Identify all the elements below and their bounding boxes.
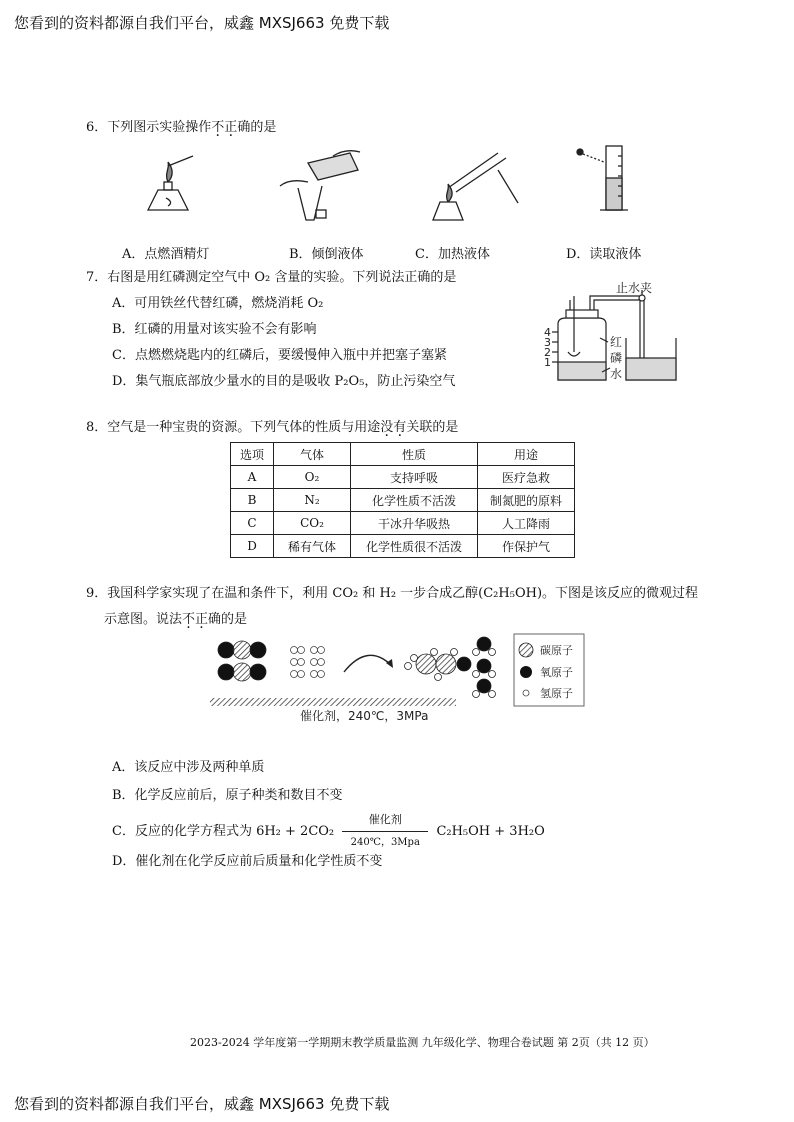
catalyst-above: 催化剂 [368, 812, 402, 826]
cell-gas: CO₂ [274, 512, 351, 535]
equation-rhs: C₂H₅OH + 3H₂O [436, 824, 545, 839]
q6-option-d[interactable]: D．读取液体 [566, 247, 642, 262]
cell-gas: O₂ [274, 466, 351, 489]
q6-option-c[interactable]: C．加热液体 [415, 247, 490, 262]
cell-use: 医疗急救 [478, 466, 575, 489]
q9-option-c[interactable] [112, 812, 545, 848]
top-banner: 您看到的资料都源自我们平台，威鑫 MXSJ663 免费下载 [14, 14, 390, 32]
scale-label-4: 4 [544, 326, 551, 339]
table-row[interactable] [231, 489, 575, 512]
reaction-micro-diagram [208, 630, 588, 724]
equation-line [342, 831, 428, 832]
legend-carbon: 碳原子 [540, 644, 573, 657]
cell-option: D [231, 535, 274, 558]
cell-property: 化学性质很不活泼 [351, 535, 478, 558]
reading-cylinder-figure [572, 142, 632, 220]
carbon-legend-icon [519, 643, 533, 657]
bottom-banner: 您看到的资料都源自我们平台，威鑫 MXSJ663 免费下载 [14, 1095, 390, 1113]
q6-option-b[interactable]: B．倾倒液体 [289, 247, 364, 262]
q6-emphasis-1: 不 [211, 120, 225, 135]
q8-stem-part-b: 关联的是 [406, 420, 459, 435]
table-row[interactable] [231, 535, 575, 558]
q9-stem-part-b: 确的是 [208, 612, 248, 627]
q9-stem-part-a: 示意图。说法 [104, 612, 183, 627]
cell-property: 化学性质不活泼 [351, 489, 478, 512]
q6-figures [138, 148, 558, 233]
q9-emphasis-1: 不 [182, 612, 196, 627]
legend-hydrogen: 氢原子 [540, 687, 573, 700]
reaction-arrow [344, 655, 392, 672]
cell-option: C [231, 512, 274, 535]
arrow-head [386, 659, 393, 668]
q9-emphasis-2: 正 [195, 612, 209, 627]
cell-property: 干冰升华吸热 [351, 512, 478, 535]
ethanol-molecule [405, 649, 472, 681]
q7-option-c[interactable]: C．点燃燃烧匙内的红磷后，要缓慢伸入瓶中并把塞子塞紧 [112, 348, 447, 363]
reaction-condition: 催化剂，240℃，3MPa [300, 709, 429, 723]
cell-use: 人工降雨 [478, 512, 575, 535]
red-phosphorus-apparatus [544, 280, 694, 390]
clamp-label: 止水夹 [616, 281, 653, 295]
q7-option-b[interactable]: B．红磷的用量对该实验不会有影响 [112, 322, 317, 337]
question-8-stem [86, 416, 458, 435]
header-option: 选项 [231, 443, 274, 466]
q8-emphasis-2: 有 [393, 420, 407, 435]
question-6-stem [86, 116, 276, 135]
oxygen-legend-icon [520, 666, 532, 678]
q9-option-a[interactable]: A．该反应中涉及两种单质 [112, 760, 265, 775]
q9-option-b[interactable]: B．化学反应前后，原子种类和数目不变 [112, 788, 343, 803]
question-9-stem-line1: 9．我国科学家实现了在温和条件下，利用 CO₂ 和 H₂ 一步合成乙醇(C₂H₅OH)。下图是该反应的微观过程 [86, 586, 699, 601]
water-label: 水 [610, 367, 623, 381]
q7-option-a[interactable]: A．可用铁丝代替红磷，燃烧消耗 O₂ [112, 296, 324, 311]
q8-stem-part-a: 8．空气是一种宝贵的资源。下列气体的性质与用途 [86, 420, 381, 435]
q6-stem-part-b: 确的是 [237, 120, 277, 135]
header-property: 性质 [351, 443, 478, 466]
scale-label-1: 1 [544, 356, 551, 369]
pouring-liquid-figure [280, 151, 360, 220]
hydrogen-legend-icon [523, 690, 529, 696]
table-row[interactable] [231, 512, 575, 535]
table-header-row [231, 443, 575, 466]
water-molecule [473, 637, 496, 656]
q6-stem-part-a: 6．下列图示实验操作 [86, 120, 212, 135]
cell-gas: 稀有气体 [274, 535, 351, 558]
header-gas: 气体 [274, 443, 351, 466]
h2-molecules [291, 647, 325, 678]
red-label: 红 [610, 335, 623, 349]
co2-molecule [218, 663, 266, 681]
q9-option-d[interactable]: D．催化剂在化学反应前后质量和化学性质不变 [112, 854, 383, 869]
catalyst-strip [210, 698, 456, 706]
cell-use: 制氮肥的原料 [478, 489, 575, 512]
q6-emphasis-2: 正 [224, 120, 238, 135]
scale-label-3: 3 [544, 336, 551, 349]
question-7-stem: 7．右图是用红磷测定空气中 O₂ 含量的实验。下列说法正确的是 [86, 270, 457, 285]
water-molecule [473, 659, 496, 678]
lamp-lighting-figure [148, 156, 193, 210]
scale-label-2: 2 [544, 346, 551, 359]
cell-property: 支持呼吸 [351, 466, 478, 489]
legend-oxygen: 氧原子 [540, 666, 573, 679]
cell-option: A [231, 466, 274, 489]
equation-lhs: C．反应的化学方程式为 6H₂ + 2CO₂ [112, 824, 335, 839]
reaction-arrow-condition [342, 812, 428, 848]
cell-option: B [231, 489, 274, 512]
heating-liquid-figure [433, 153, 518, 220]
phosphorus-label: 磷 [610, 351, 623, 365]
table-row[interactable] [231, 466, 575, 489]
q7-option-d[interactable]: D．集气瓶底部放少量水的目的是吸收 P₂O₅，防止污染空气 [112, 374, 456, 389]
header-use: 用途 [478, 443, 575, 466]
question-9-stem-line2 [104, 608, 247, 627]
water-molecule [473, 679, 496, 698]
gas-property-table [230, 442, 575, 558]
q6-option-a[interactable]: A．点燃酒精灯 [122, 247, 210, 262]
q8-emphasis-1: 没 [380, 420, 394, 435]
condition-below: 240℃，3Mpa [350, 836, 420, 848]
co2-molecule [218, 641, 266, 659]
cell-use: 作保护气 [478, 535, 575, 558]
cell-gas: N₂ [274, 489, 351, 512]
page-footer: 2023-2024 学年度第一学期期末教学质量监测 九年级化学、物理合卷试题 第 2页（共 12 页） [190, 1036, 655, 1049]
